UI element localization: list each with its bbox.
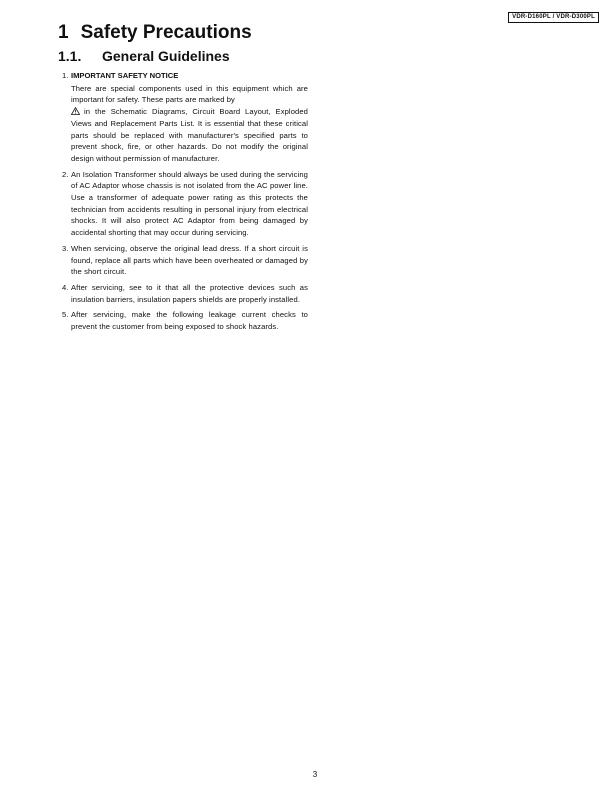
list-item-body — [71, 309, 308, 332]
list-item-number: 3. — [62, 243, 69, 253]
list-item-text: When servicing, observe the original lead dress. If a short circuit is found, replace all parts which have been overheated or damaged by the short circuit. — [71, 243, 308, 277]
model-tag: VDR-D160PL / VDR-D300PL — [508, 12, 599, 23]
list-item-text: After servicing, see to it that all the protective devices such as insulation barriers, insulation papers shields are properly installed. — [71, 282, 308, 304]
list-item-number: 4. — [62, 282, 69, 292]
list-item — [62, 70, 308, 165]
list-item-text-part: There are special components used in this equipment which are important for safety. These parts are marked by — [71, 83, 308, 105]
list-item-body — [71, 243, 308, 278]
list-item — [62, 282, 308, 305]
list-item-body — [71, 282, 308, 305]
list-item-text: An Isolation Transformer should always be used during the servicing of AC Adaptor whose chassis is not isolated from the AC power line. Use a transformer of adequate power rating as this protects the technician from accidents resulting in personal injury from electrical shocks. It will also protect AC Adaptor from being damaged by accidental shorting that may occur during servicing. — [71, 169, 308, 238]
list-item-number: 5. — [62, 310, 69, 320]
list-item — [62, 243, 308, 278]
list-item-number: 2. — [62, 169, 69, 179]
list-item-number: 1. — [62, 71, 69, 80]
list-item — [62, 169, 308, 239]
section-number: 1.1. — [58, 48, 82, 64]
list-item-body — [71, 169, 308, 239]
chapter-title-text: Safety Precautions — [80, 22, 252, 43]
section-title — [58, 48, 230, 64]
section-title-text: General Guidelines — [102, 48, 230, 64]
guidelines-list — [62, 70, 308, 337]
page-number: 3 — [312, 770, 318, 779]
list-item — [62, 309, 308, 332]
list-item-text: After servicing, make the following leakage current checks to prevent the customer from being exposed to shock hazards. — [71, 310, 308, 332]
list-item-title: IMPORTANT SAFETY NOTICE — [71, 71, 179, 80]
warning-triangle-icon — [71, 107, 80, 115]
list-item-text — [71, 83, 308, 165]
chapter-number: 1 — [58, 22, 69, 43]
list-item-body — [71, 70, 308, 165]
chapter-title — [58, 22, 252, 44]
list-item-text-part: in the Schematic Diagrams, Circuit Board Layout, Exploded Views and Replacement Parts List. It is essential that these critical parts should be replaced with manufacturer's specified parts to prevent shock, fire, or other hazards. Do not modify the original design without permission of manufacturer. — [71, 107, 308, 163]
